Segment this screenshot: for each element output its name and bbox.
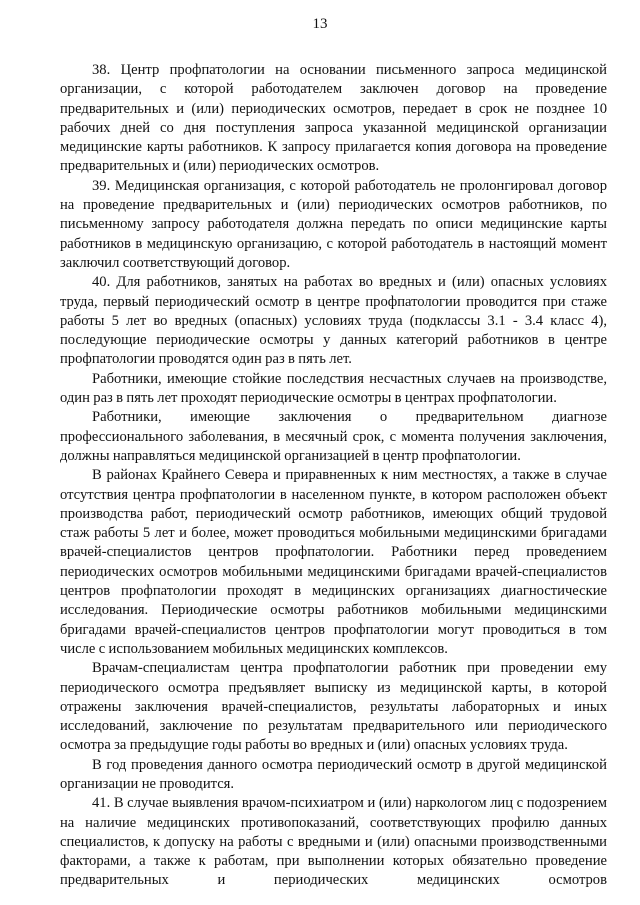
paragraph-preliminary-diagnosis: Работники, имеющие заключения о предварительном диагнозе профессионального заболевания, в месячный срок, с момента получения заключения, должны направляться медицинской организацией в центр профпатологии. <box>60 409 607 464</box>
document-body <box>60 61 607 891</box>
page-number: 13 <box>312 16 328 32</box>
paragraph-38: 38. Центр профпатологии на основании письменного запроса медицинской организации, с которой работодателем заключен договор на проведение предварительных и (или) периодических осмотров, передает в срок не позднее 10 рабочих дней со дня поступления запроса указанной медицинской организации медицинские карты работников. К запросу прилагается копия договора на проведение предварительных и (или) периодических осмотров. <box>60 62 607 175</box>
paragraph-far-north: В районах Крайнего Севера и приравненных к ним местностях, а также в случае отсутствия центра профпатологии в населенном пункте, в котором расположен объект производства работ, периодический осмотр работников, имеющих общий трудовой стаж работы 5 лет и более, может проводиться мобильными медицинскими бригадами врачей-специалистов центров профпатологии. Работники перед проведением периодических осмотров мобильными медицинскими бригадами врачей-специалистов центров профпатологии проходят в медицинских организациях диагностические исследования. Периодические осмотры работников мобильными медицинскими бригадами врачей-специалистов центров профпатологии могут проводиться в том числе с использованием мобильных медицинских комплексов. <box>60 467 607 657</box>
paragraph-medical-record-extract: Врачам-специалистам центра профпатологии работник при проведении ему периодического осмотра предъявляет выписку из медицинской карты, в которой отражены заключения врачей-специалистов, результаты лабораторных и иных исследований, заключение по результатам предварительного или периодического осмотра за предыдущие годы работы во вредных и (или) опасных условиях труда. <box>60 660 607 754</box>
paragraph-same-year: В год проведения данного осмотра периодический осмотр в другой медицинской организации не проводится. <box>60 756 607 792</box>
paragraph-40: 40. Для работников, занятых на работах во вредных и (или) опасных условиях труда, первый периодический осмотр в центре профпатологии проводится при стаже работы 5 лет во вредных (опасных) условиях труда (подклассы 3.1 - 3.4 класс 4), последующие периодические осмотры у данных категорий работников в центре профпатологии проводятся один раз в пять лет. <box>60 274 607 368</box>
paragraph-39: 39. Медицинская организация, с которой работодатель не пролонгировал договор на проведение предварительных и (или) периодических осмотров работников, по письменному запросу работодателя должна передать по описи медицинские карты работников в медицинскую организацию, с которой работодатель в настоящий момент заключил соответствующий договор. <box>60 177 607 271</box>
paragraph-41: 41. В случае выявления врачом-психиатром и (или) наркологом лиц с подозрением на наличие медицинских противопоказаний, соответствующих профилю данных специалистов, к допуску на работы с вредными и (или) опасными производственными факторами, а также к работам, при выполнении которых обязательно проведение предварительных и периодических медицинских осмотров <box>60 795 607 889</box>
paragraph-accident-consequences: Работники, имеющие стойкие последствия несчастных случаев на производстве, один раз в пять лет проходят периодические осмотры в центрах профпатологии. <box>60 370 607 407</box>
